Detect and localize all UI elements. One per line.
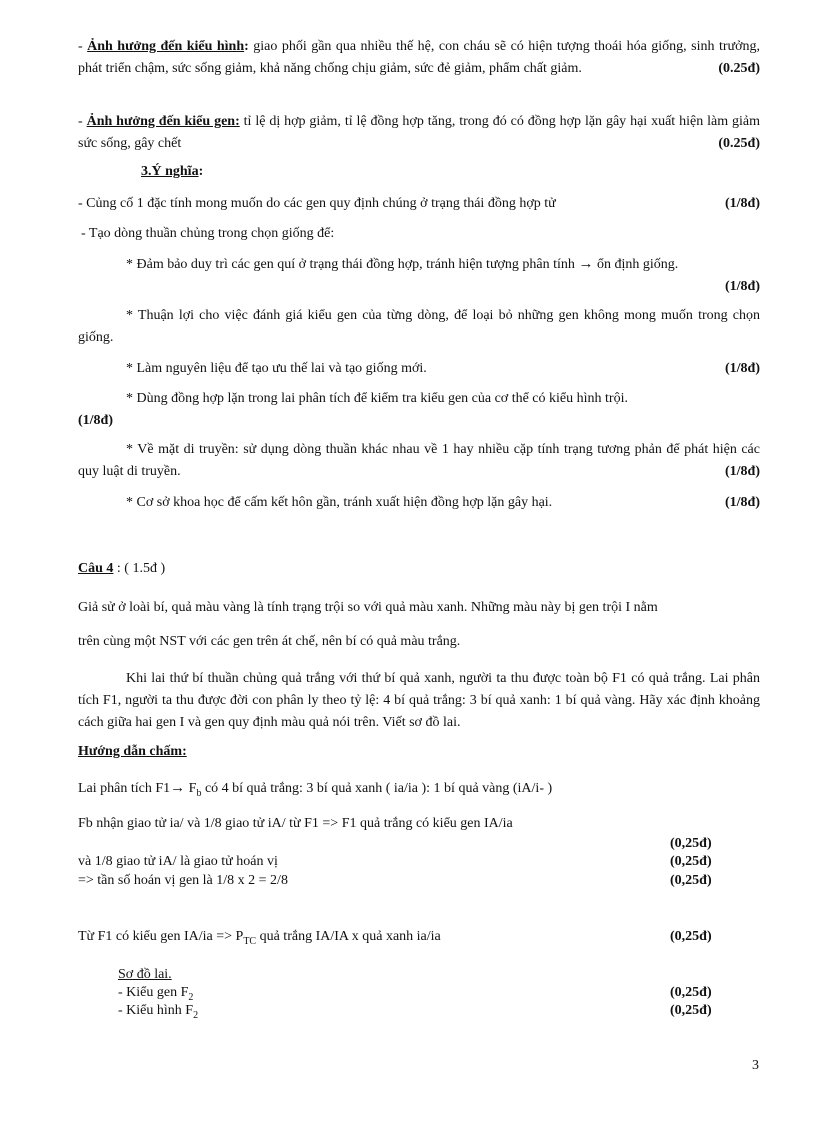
score: (0,25đ) (670, 985, 712, 1000)
answer-line-4: => tần số hoán vị gen là 1/8 x 2 = 2/8 (78, 873, 288, 888)
score: (1/8đ) (725, 361, 760, 376)
grading-guide-heading: Hướng dẫn chấm: (78, 744, 187, 759)
question-4-text-2: trên cùng một NST với các gen trên át chế, nên bí có quả màu trắng. (78, 634, 461, 649)
meaning-item-6: * Dùng đồng hợp lặn trong lai phân tích để kiểm tra kiểu gen của cơ thể có kiểu hình trội. (1/8đ) (78, 391, 628, 428)
answer-line-3: và 1/8 giao tử iA/ là giao tử hoán vị (78, 854, 278, 869)
paragraph-genotype-effect: - Ảnh hưởng đến kiểu gen: tỉ lệ dị hợp giảm, tỉ lệ đồng hợp tăng, trong đó có đồng hợp lặn gây hại xuất hiện làm giảm sức sống, gây chết (0.25đ) (78, 111, 760, 155)
answer-line-2: Fb nhận giao tử ia/ và 1/8 giao tử iA/ từ F1 => F1 quả trắng có kiểu gen IA/ia (78, 816, 513, 831)
answer-line-5: Từ F1 có kiểu gen $IA/ia => P_{TC}$ quả trắng IA/IA x quả xanh ia/ia (78, 929, 441, 947)
section-title-meaning: 3.Ý nghĩa: (141, 164, 204, 179)
meaning-item-1: - Củng cố 1 đặc tính mong muốn do các gen quy định chúng ở trạng thái đồng hợp tử (1/8đ) (78, 193, 760, 215)
score: (0,25đ) (670, 836, 712, 851)
score: (0.25đ) (718, 61, 760, 76)
meaning-item-5: * Làm nguyên liệu để tạo ưu thế lai và tạo giống mới. (1/8đ) (78, 358, 760, 380)
score: (1/8đ) (725, 464, 760, 479)
heading-phenotype-effect: Ảnh hưởng đến kiểu hình (87, 39, 245, 54)
score: (0,25đ) (670, 873, 712, 888)
meaning-item-8: * Cơ sở khoa học để cấm kết hôn gần, tránh xuất hiện đồng hợp lặn gây hại. (1/8đ) (78, 492, 760, 514)
score: (0,25đ) (670, 854, 712, 869)
score: (1/8đ) (725, 495, 760, 510)
answer-phenotype-f2: - Kiểu hình $F_2$ (118, 1003, 199, 1021)
paragraph-phenotype-effect: - Ảnh hưởng đến kiểu hình: giao phối gần qua nhiều thế hệ, con cháu sẽ có hiện tượng thoái hóa giống, sinh trưởng, phát triển chậm, sức sống giảm, khả năng chống chịu giảm, sức đẻ giảm, phẩm chất giảm. (0.25đ) (78, 36, 760, 80)
meaning-item-3: * Đảm bảo duy trì các gen quí ở trạng thái đồng hợp, tránh hiện tượng phân tính → ổn định giống. (1/8đ) (78, 253, 760, 298)
question-4-text-1: Giả sử ở loài bí, quả màu vàng là tính trạng trội so với quả màu xanh. Những màu này bị gen trội I nằm (78, 600, 658, 615)
question-4-text-3: Khi lai thứ bí thuần chủng quả trắng với thứ bí quả xanh, người ta thu được toàn bộ F1 có quả trắng. Lai phân tích F1, người ta thu được đời con phân ly theo tỷ lệ: 4 bí quả trắng: 3 bí quả xanh: 1 bí quả vàng. Hãy xác định khoảng cách giữa hai gen I và gen quy định màu quả nói trên. Viết sơ đồ lai. (78, 671, 760, 730)
page-number: 3 (752, 1058, 759, 1073)
cross-diagram-label: Sơ đồ lai. (118, 967, 172, 982)
arrow-right-icon: → (578, 256, 594, 272)
score: (1/8đ) (725, 279, 760, 294)
score: (1/8đ) (78, 413, 113, 428)
score: (0,25đ) (670, 929, 712, 944)
score: (0.25đ) (718, 136, 760, 151)
heading-genotype-effect: Ảnh hưởng đến kiểu gen: (86, 114, 240, 129)
score: (1/8đ) (725, 196, 760, 211)
score: (0,25đ) (670, 1003, 712, 1018)
meaning-item-4: * Thuận lợi cho việc đánh giá kiểu gen của từng dòng, để loại bỏ những gen không mong muốn trong chọn giống. (78, 308, 760, 345)
meaning-item-7: * Về mặt di truyền: sử dụng dòng thuần khác nhau về 1 hay nhiều cặp tính trạng tương phản để phát hiện các quy luật di truyền. (1/8đ) (78, 439, 760, 483)
answer-line-1: Lai phân tích $F1\to F_b$ có 4 bí quả trắng: 3 bí quả xanh ( ia/ia ): 1 bí quả vàng (iA/i- ) (78, 780, 553, 799)
answer-genotype-f2: - Kiểu gen $F_2$ (118, 985, 194, 1003)
meaning-item-2: - Tạo dòng thuần chủng trong chọn giống để: (81, 226, 335, 241)
arrow-right-icon: → (170, 780, 186, 796)
question-4-heading: Câu 4 : ( 1.5đ ) (78, 561, 166, 576)
